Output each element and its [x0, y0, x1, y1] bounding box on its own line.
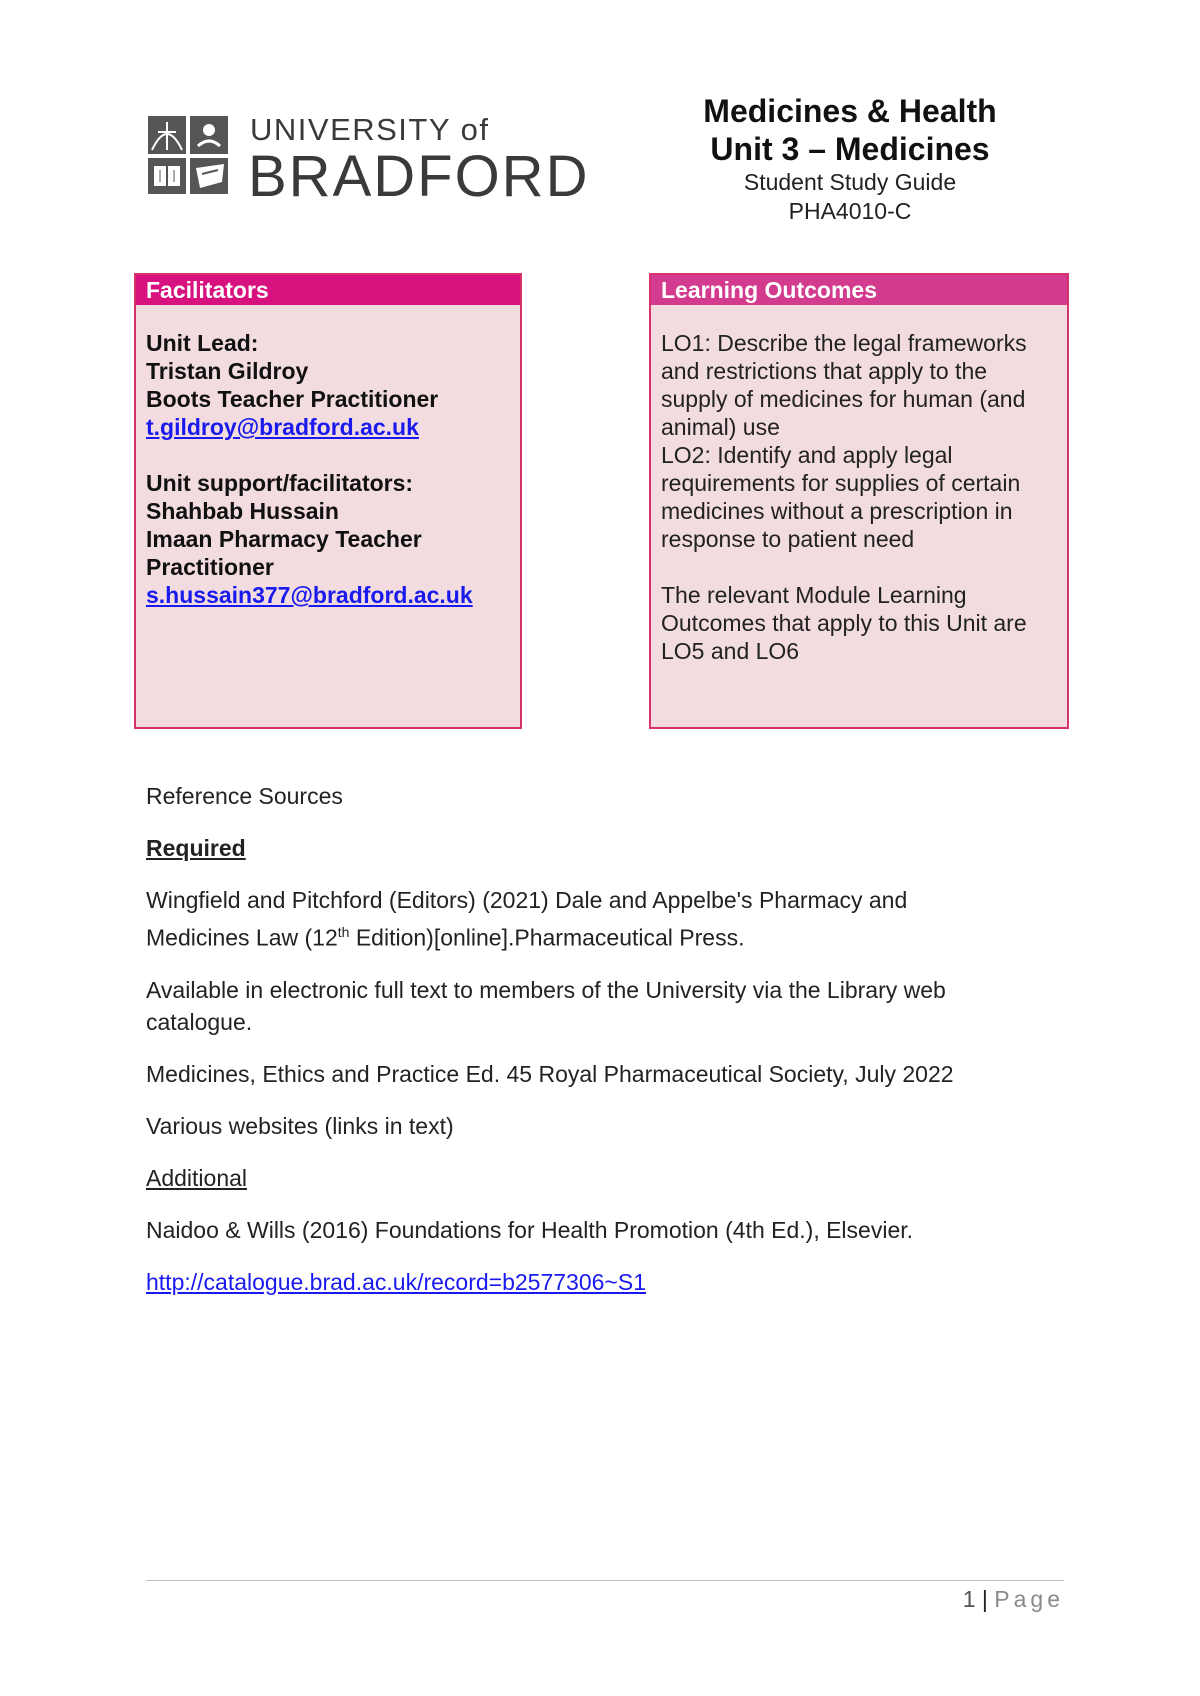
lo1-line: and restrictions that apply to the: [661, 358, 988, 384]
unit-lead-label: Unit Lead:: [146, 330, 259, 356]
page-number: 1: [962, 1586, 976, 1612]
university-crest-icon: [146, 112, 232, 198]
unit-support-role-line-1: Imaan Pharmacy Teacher: [146, 526, 422, 552]
superscript-text: th: [337, 924, 350, 940]
unit-support-email-link[interactable]: s.hussain377@bradford.ac.uk: [146, 582, 473, 608]
unit-lead-name: Tristan Gildroy: [146, 358, 309, 384]
document-subtitle: Student Study Guide: [743, 169, 957, 195]
unit-support-name: Shahbab Hussain: [146, 498, 339, 524]
document-title-block: [640, 92, 1060, 226]
reference-text: Wingfield and Pitchford (Editors) (2021) Dale and Appelbe's Pharmacy and: [146, 887, 908, 913]
page-label: Page: [994, 1586, 1064, 1612]
lo2-line: LO2: Identify and apply legal: [661, 442, 953, 468]
university-logo: [146, 112, 590, 209]
required-heading: Required: [146, 835, 246, 861]
facilitators-box: [134, 273, 522, 729]
reference-text: Medicines Law (12: [146, 924, 338, 951]
lo2-line: response to patient need: [661, 526, 915, 552]
unit-lead-role: Boots Teacher Practitioner: [146, 386, 439, 412]
footer-divider: [146, 1580, 1064, 1581]
reference-sources-section: [146, 780, 1066, 1318]
reference-item: Medicines, Ethics and Practice Ed. 45 Royal Pharmaceutical Society, July 2022: [146, 1060, 954, 1087]
lo2-line: requirements for supplies of certain: [661, 470, 1021, 496]
catalogue-link[interactable]: http://catalogue.brad.ac.uk/record=b2577306~S1: [146, 1268, 646, 1295]
reference-text: Edition)[online].Pharmaceutical Press.: [349, 924, 745, 951]
module-outcomes-line: LO5 and LO6: [661, 638, 800, 664]
lo1-line: LO1: Describe the legal frameworks: [661, 330, 1027, 356]
lo1-line: supply of medicines for human (and: [661, 386, 1026, 412]
module-outcomes-line: Outcomes that apply to this Unit are: [661, 610, 1027, 636]
learning-outcomes-body: [651, 305, 1067, 665]
unit-support-role-line-2: Practitioner: [146, 554, 274, 580]
reference-text: catalogue.: [146, 1008, 253, 1035]
reference-sources-heading: Reference Sources: [146, 783, 343, 809]
unit-title: Unit 3 – Medicines: [710, 131, 990, 167]
reference-text: Available in electronic full text to members of the University via the Library web: [146, 976, 946, 1003]
reference-item: [146, 884, 1066, 954]
learning-outcomes-heading: Learning Outcomes: [651, 275, 1067, 305]
learning-outcomes-box: [649, 273, 1069, 729]
reference-item: [146, 974, 1066, 1038]
reference-item: Naidoo & Wills (2016) Foundations for Health Promotion (4th Ed.), Elsevier.: [146, 1216, 914, 1243]
additional-heading: Additional: [146, 1164, 248, 1191]
reference-item: Various websites (links in text): [146, 1112, 454, 1139]
footer-separator: |: [981, 1586, 988, 1612]
module-code: PHA4010-C: [788, 198, 912, 224]
unit-support-label: Unit support/facilitators:: [146, 470, 414, 496]
document-title: Medicines & Health: [703, 93, 997, 129]
logo-text-bradford: BRADFORD: [248, 144, 590, 209]
facilitators-heading: Facilitators: [136, 275, 520, 305]
unit-lead-email-link[interactable]: t.gildroy@bradford.ac.uk: [146, 414, 419, 440]
lo1-line: animal) use: [661, 414, 780, 440]
page-footer: [963, 1586, 1064, 1613]
lo2-line: medicines without a prescription in: [661, 498, 1013, 524]
facilitators-body: [136, 305, 520, 609]
logo-text-university: UNIVERSITY of: [250, 112, 490, 147]
module-outcomes-line: The relevant Module Learning: [661, 582, 967, 608]
